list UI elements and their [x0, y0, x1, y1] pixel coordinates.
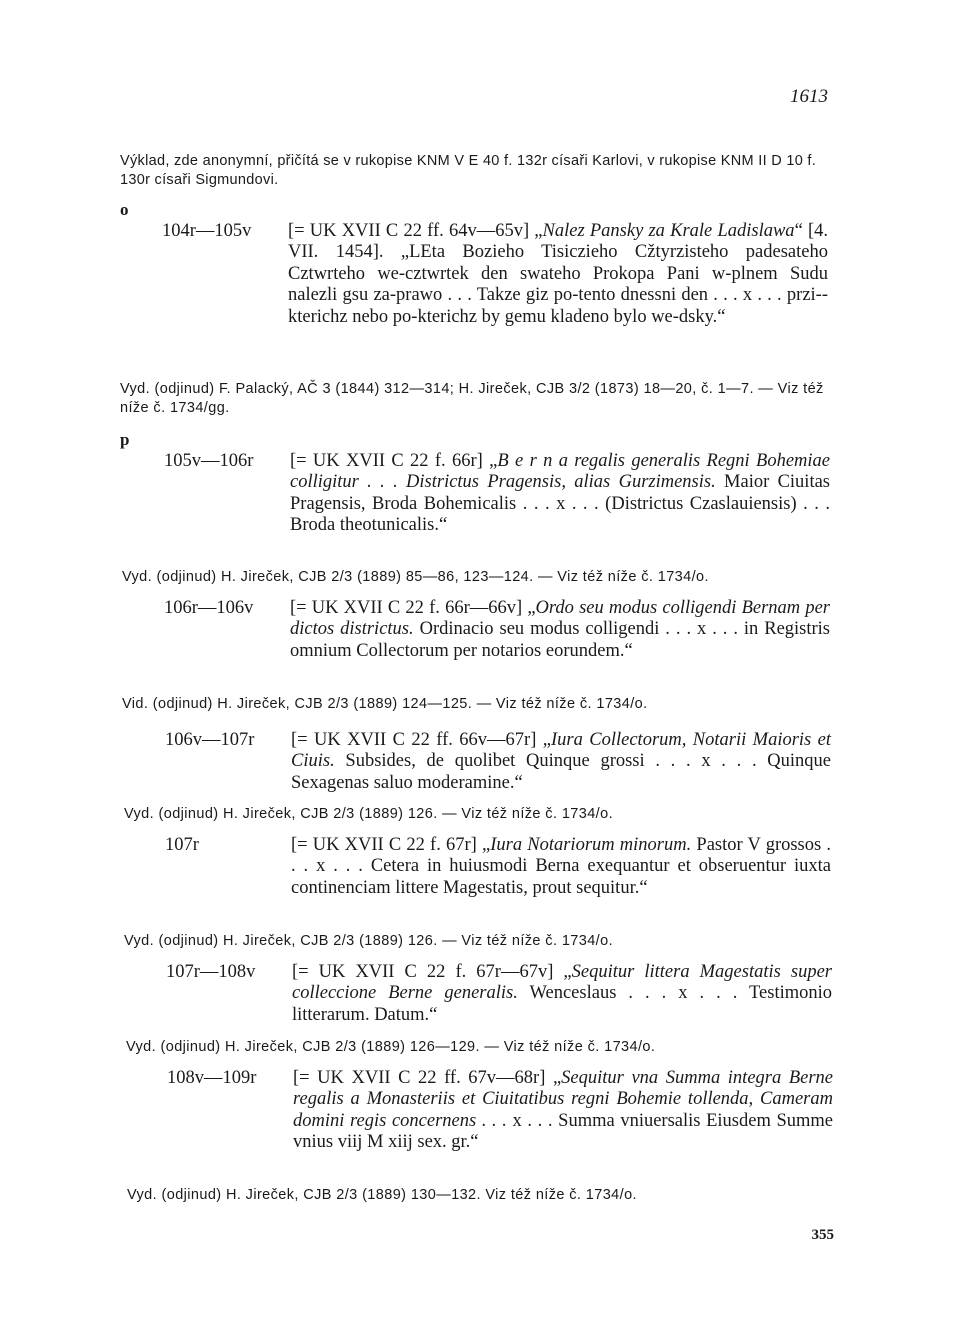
entry-body: Subsides, de quolibet Quinque grossi . . . x . . . Quinque Sexagenas saluo moderamine.“: [291, 751, 831, 793]
entry-text: [288, 221, 828, 328]
entry-folio: 104r—105v: [162, 221, 252, 241]
entry-body: Ordinacio seu modus colligendi . . . x . . . in Registris omnium Collectorum per notarios eorundem.“: [290, 619, 831, 661]
entry-body: Maior Ciuitas Pragensis, Broda Bohemicalis . . . x . . . (Districtus Czaslauiensis) . . . Broda theotunicalis.“: [290, 472, 830, 536]
intro-paragraph: Výklad, zde anonymní, přičítá se v rukopise KNM V E 40 f. 132r císaři Karlovi, v rukopise KNM II D 10 f. 130r císaři Sigmundovi.: [120, 153, 817, 188]
entry-2-publication: Vyd. (odjinud) H. Jireček, CJB 2/3 (1889) 85—86, 123—124. — Viz též níže č. 1734/o.: [122, 569, 709, 585]
entry-folio: 106r—106v: [164, 598, 254, 618]
entry-title: Nalez Pansky za Krale Ladislawa: [542, 221, 795, 241]
entry-title: B e r n a regalis generalis Regni Bohemiae colligitur . . . Districtus Pragensis, alias Gurzimensis.: [290, 451, 830, 493]
entry-lead: [= UK XVII C 22 f. 67r] „: [291, 835, 491, 855]
entry-title: Ordo seu modus colligendi Bernam per dictos districtus.: [290, 598, 830, 640]
footer-page-number: 355: [811, 1227, 834, 1243]
entry-lead: [= UK XVII C 22 f. 66r] „: [290, 451, 498, 471]
page-number: 1613: [790, 86, 828, 107]
entry-text: [291, 835, 831, 899]
entry-text: [290, 598, 830, 662]
entry-text: [292, 962, 832, 1026]
entry-5-publication: Vyd. (odjinud) H. Jireček, CJB 2/3 (1889) 126. — Viz též níže č. 1734/o.: [124, 933, 613, 949]
section-letter-o: o: [120, 200, 129, 219]
entry-text: [290, 451, 830, 537]
section-letter-p: p: [120, 430, 130, 449]
entry-lead: [= UK XVII C 22 ff. 66v—67r] „: [291, 730, 551, 750]
entry-folio: 108v—109r: [167, 1068, 257, 1088]
entry-body: “ [4. VII. 1454]. „LEta Bozieho Tisiczieho Cžtyrzisteho padesateho Cztwrteho we-cztwrtek den swateho Prokopa Pani w-plnem Sudu nalezli gsu za-prawo . . . Takze giz po-tento dnessni den . . . x . . . przi--kterichz nebo po-kterichz by gemu kladeno bylo we-dsky.“: [288, 221, 829, 327]
entry-text: [291, 730, 831, 794]
entry-title: Sequitur vna Summa integra Berne regalis a Monasteriis et Ciuitatibus regni Bohemie tollenda, Cameram domini regis concernens . . .: [293, 1068, 833, 1131]
entry-folio: 106v—107r: [165, 730, 255, 750]
entry-body: Pastor V grossos . . . x . . . Cetera in huiusmodi Berna exequantur et obseruentur iuxta continenciam littere Magestatis, prout sequitur.“: [291, 835, 831, 898]
entry-7-publication: Vyd. (odjinud) H. Jireček, CJB 2/3 (1889) 130—132. Viz též níže č. 1734/o.: [127, 1187, 637, 1203]
entry-body: x . . . Summa vniuersalis Eiusdem Summe vnius viij M xiij sex. gr.“: [293, 1110, 833, 1153]
entry-folio: 107r—108v: [166, 962, 256, 982]
entry-folio: 107r: [165, 835, 199, 855]
entry-6-publication: Vyd. (odjinud) H. Jireček, CJB 2/3 (1889) 126—129. — Viz též níže č. 1734/o.: [126, 1039, 656, 1055]
entry-title: Iura Collectorum, Notarii Maioris et Ciuis.: [291, 730, 832, 772]
entry-body: Wenceslaus . . . x . . . Testimonio litterarum. Datum.“: [292, 983, 832, 1025]
entry-text: [293, 1068, 833, 1154]
entry-lead: [= UK XVII C 22 ff. 67v—68r] „: [293, 1068, 562, 1088]
entry-4-publication: Vyd. (odjinud) H. Jireček, CJB 2/3 (1889) 126. — Viz též níže č. 1734/o.: [124, 806, 613, 822]
entry-3-publication: Vid. (odjinud) H. Jireček, CJB 2/3 (1889) 124—125. — Viz též níže č. 1734/o.: [122, 696, 648, 712]
entry-title: Iura Notariorum minorum.: [490, 835, 692, 855]
entry-lead: [= UK XVII C 22 f. 66r—66v] „: [290, 598, 536, 618]
entry-1-publication: Vyd. (odjinud) F. Palacký, AČ 3 (1844) 312—314; H. Jireček, CJB 3/2 (1873) 18—20, č. 1—7. — Viz též níže č. 1734/gg.: [120, 381, 824, 416]
entry-lead: [= UK XVII C 22 f. 67r—67v] „: [292, 962, 572, 982]
entry-lead: [= UK XVII C 22 ff. 64v—65v] „: [288, 221, 543, 241]
entry-folio: 105v—106r: [164, 451, 254, 471]
entry-title: Sequitur littera Magestatis super colleccione Berne generalis.: [292, 962, 832, 1004]
